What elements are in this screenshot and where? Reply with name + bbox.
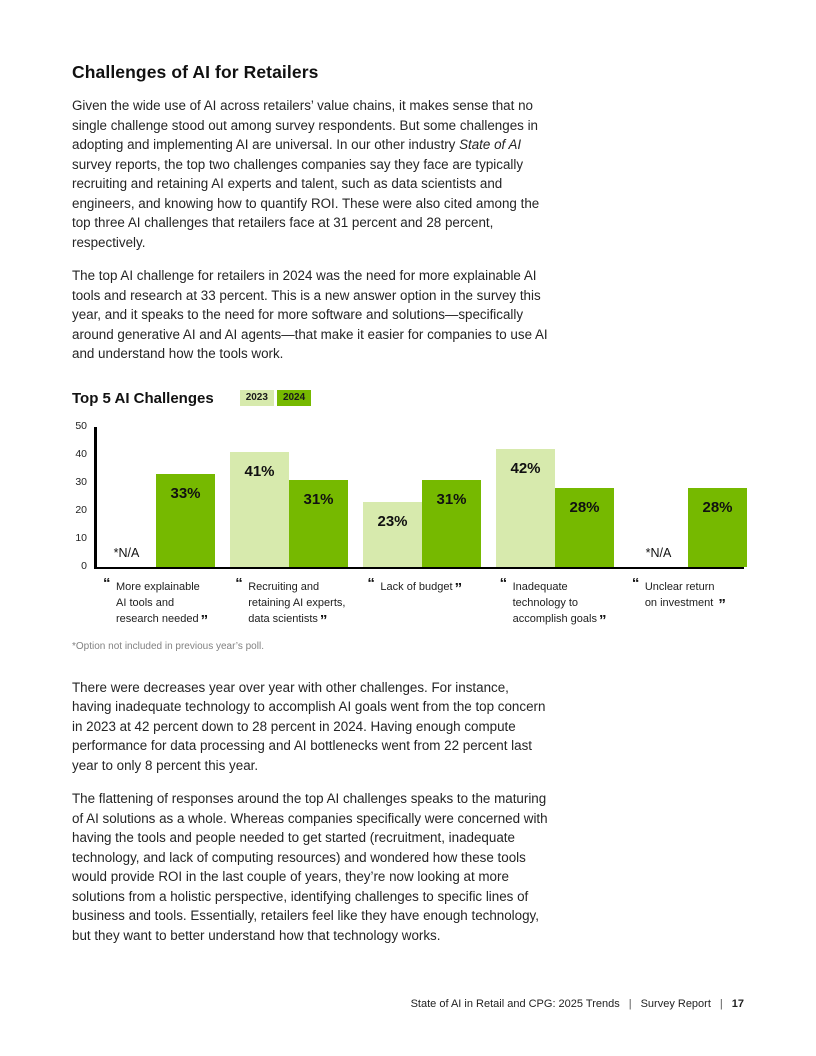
category-label-line: retaining AI experts,: [248, 596, 346, 609]
category-labels: [98, 574, 744, 629]
open-quote: “: [367, 574, 375, 592]
bar-slot-2023: [629, 427, 688, 567]
bar-slot-2024: [289, 427, 348, 567]
chart-section: [72, 390, 744, 652]
bar-value-label: 28%: [702, 499, 733, 517]
bar-2024: [555, 488, 614, 566]
footer-separator: |: [719, 998, 723, 1010]
footer-page-number: 17: [731, 998, 744, 1010]
bar-2023: [230, 452, 289, 567]
na-label: *N/A: [645, 545, 672, 560]
bar-slot-2023: [230, 427, 289, 567]
close-quote: ”: [718, 595, 726, 613]
footer-report-title: State of AI in Retail and CPG: 2025 Trends: [410, 998, 620, 1010]
footer-separator: |: [628, 998, 632, 1010]
bar-group: [629, 427, 747, 567]
open-quote: “: [631, 574, 640, 592]
open-quote: “: [103, 574, 111, 592]
category-label-line: AI tools and: [116, 596, 175, 609]
bar-group: [496, 427, 614, 567]
bar-2024: [422, 480, 481, 567]
bar-slot-2023: [496, 427, 555, 567]
paragraph-1: [72, 96, 550, 252]
bar-slot-2024: [156, 427, 215, 567]
paragraph-4: The flattening of responses around the top AI challenges speaks to the maturing of AI solutions as a whole. Whereas companies specifically were concerned with having the tools and people needed to get started (recruitment, inadequate technology, and lack of computing resources) and wondered how these tools would provide ROI in the last couple of years, they’re now looking at more solutions from a holistic perspective, identifying challenges to specific lines of business and tools. Essentially, retailers feel like they have enough technology, but they want to better understand how that technology works.: [72, 791, 548, 943]
category-label-line: research needed ”: [116, 611, 209, 629]
category-label-line: data scientists ”: [248, 611, 328, 629]
category-label-line: Inadequate: [512, 580, 568, 593]
bar-slot-2023: [363, 427, 422, 567]
category-label: [627, 574, 744, 627]
close-quote: ”: [454, 579, 463, 597]
body-after-chart: [72, 678, 744, 946]
chart-legend: [240, 390, 312, 406]
y-tick-label: 0: [81, 559, 87, 572]
na-label: *N/A: [113, 545, 140, 560]
legend-chip-2023: 2023: [240, 390, 274, 406]
y-tick-label: 50: [75, 419, 87, 432]
chart-area: [72, 419, 744, 572]
chart-header: [72, 390, 744, 407]
paragraph-1-italic: State of AI: [459, 137, 522, 152]
category-label: [230, 574, 347, 629]
category-label-line: accomplish goals ”: [512, 611, 607, 629]
y-tick-label: 10: [75, 531, 87, 544]
page-title: Challenges of AI for Retailers: [72, 62, 319, 82]
bar-group: [230, 427, 348, 567]
bar-slot-2023: [97, 427, 156, 567]
bar-group: [97, 427, 215, 567]
bar-2023: [363, 502, 422, 566]
x-axis-baseline: [94, 567, 744, 569]
category-label-line: Lack of budget ”: [380, 579, 463, 597]
paragraph-2: The top AI challenge for retailers in 2024 was the need for more explainable AI tools and research at 33 percent. This is a new answer option in the survey this year, and it speaks to the need for more software and solutions—specifically around generative AI and AI agents—that make it easier for companies to use AI and understand how the tools work.: [72, 268, 548, 361]
bar-2023: [496, 449, 555, 567]
bar-slot-2024: [688, 427, 747, 567]
category-label: [495, 574, 612, 629]
chart-title: Top 5 AI Challenges: [72, 389, 214, 407]
bar-slot-2024: [422, 427, 481, 567]
open-quote: “: [235, 574, 243, 592]
bar-2024: [688, 488, 747, 566]
y-tick-label: 30: [75, 475, 87, 488]
bar-2024: [156, 474, 215, 566]
close-quote: ”: [319, 611, 328, 629]
page-footer: [411, 998, 744, 1010]
chart-footnote: *Option not included in previous year’s poll.: [72, 640, 264, 652]
y-tick-label: 40: [75, 447, 87, 460]
bar-value-label: 33%: [170, 485, 201, 503]
category-label-line: Unclear return: [644, 580, 715, 593]
y-tick-label: 20: [75, 503, 87, 516]
bar-value-label: 23%: [377, 513, 408, 531]
chart-plot: [94, 427, 744, 567]
category-label-line: technology to: [512, 596, 579, 609]
bar-2024: [289, 480, 348, 567]
category-label-line: on investment ”: [644, 595, 726, 613]
category-label-line: Recruiting and: [248, 580, 320, 593]
bar-value-label: 42%: [510, 459, 541, 477]
bar-value-label: 41%: [244, 462, 275, 480]
footer-section: Survey Report: [640, 998, 711, 1010]
close-quote: ”: [598, 611, 607, 629]
bar-slot-2024: [555, 427, 614, 567]
bar-group: [363, 427, 481, 567]
bar-value-label: 28%: [569, 499, 600, 517]
legend-chip-2024: 2024: [277, 390, 311, 406]
category-label-line: More explainable: [116, 580, 200, 593]
y-axis: [72, 419, 94, 572]
paragraph-3: There were decreases year over year with other challenges. For instance, having inadequate technology to accomplish AI goals went from the top concern in 2023 at 42 percent down to 28 percent in 2024. Having enough compute performance for data processing and AI bottlenecks went from 22 percent last year to only 8 percent this year.: [72, 679, 546, 773]
bar-value-label: 31%: [436, 490, 467, 508]
category-label: [98, 574, 215, 629]
bar-value-label: 31%: [303, 490, 334, 508]
paragraph-1-pre: Given the wide use of AI across retailers’ value chains, it makes sense that no single challenge stood out among survey respondents. But some challenges in adopting and implementing AI are universal. In our other industry: [72, 98, 538, 152]
paragraph-1-post: survey reports, the top two challenges companies say they face are typically recruiting and retaining AI experts and talent, such as data scientists and engineers, and knowing how to quantify ROI. These were also cited among the top three AI challenges that retailers face at 31 percent and 28 percent, respectively.: [72, 156, 540, 250]
category-label: [362, 574, 479, 627]
close-quote: ”: [200, 611, 209, 629]
open-quote: “: [499, 574, 508, 592]
